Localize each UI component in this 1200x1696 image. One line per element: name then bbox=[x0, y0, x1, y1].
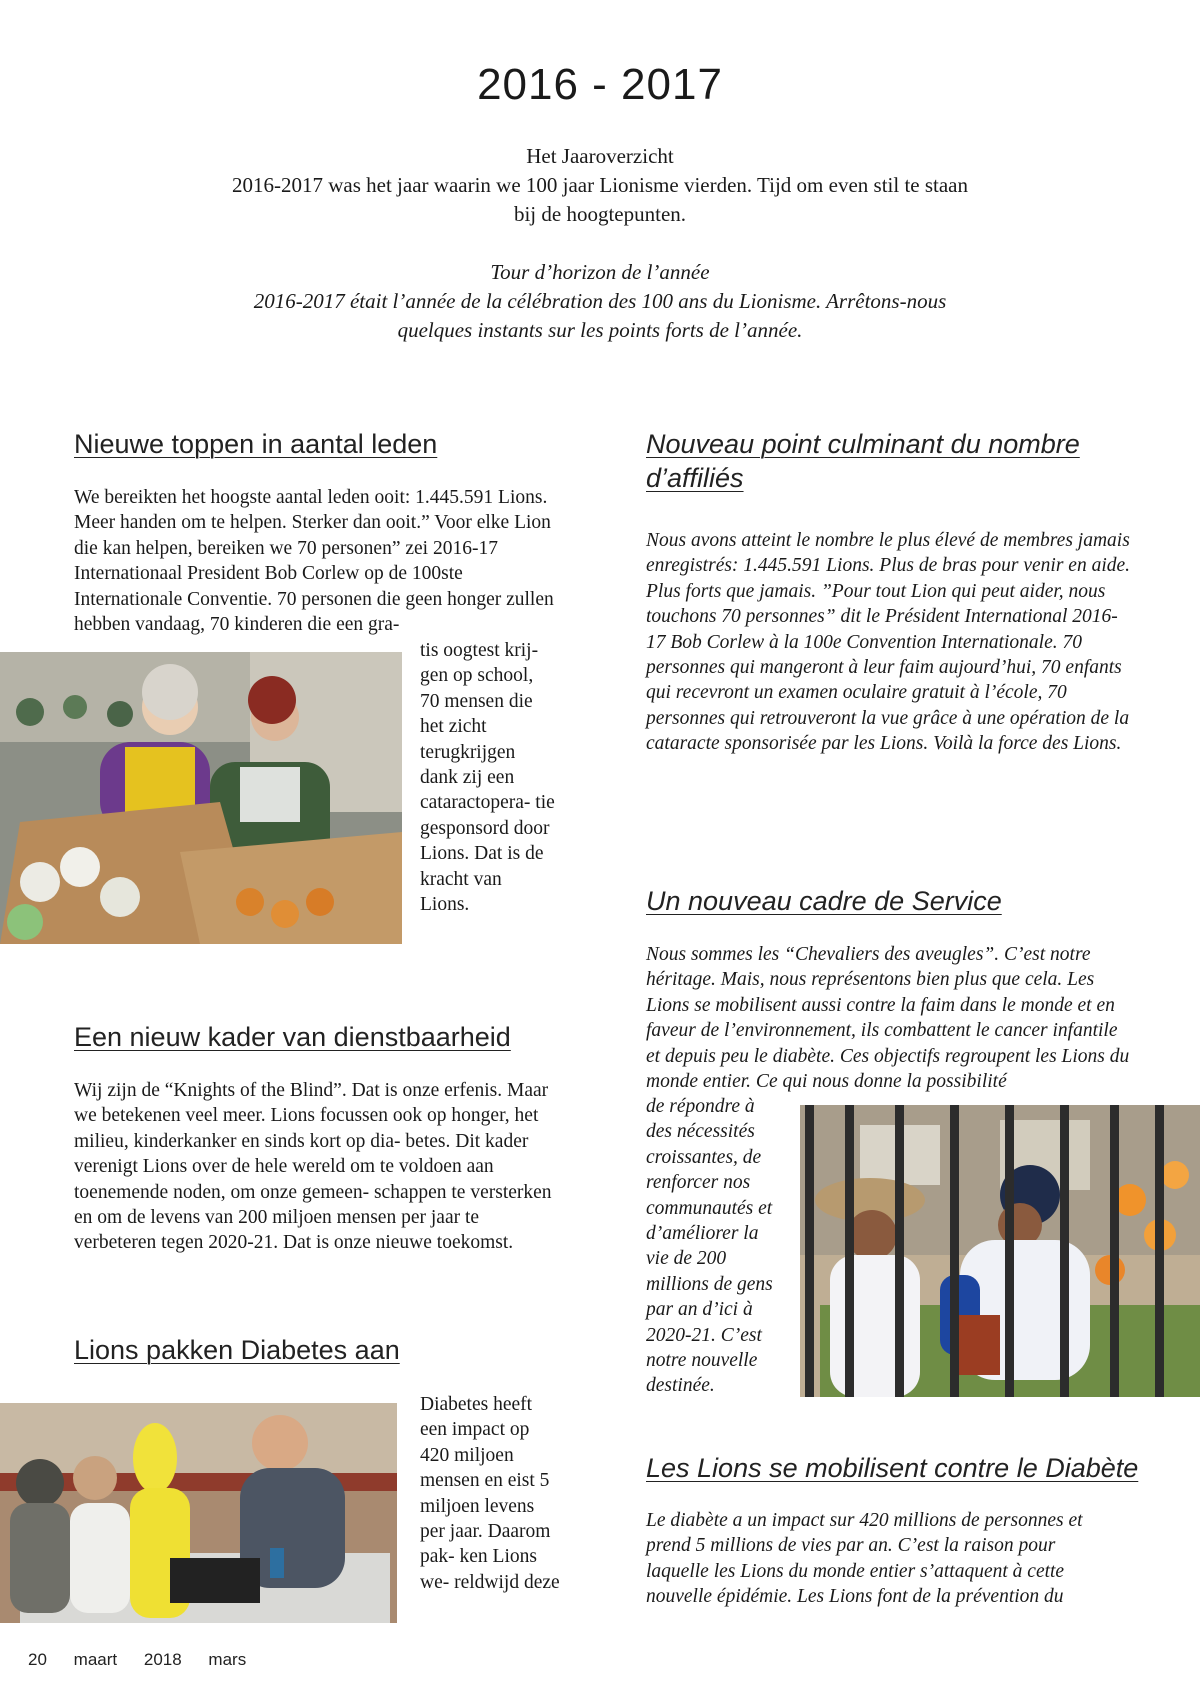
service-text-fr-side: de répondre à des nécessités croissantes, de renforcer nos communautés et d’améliorer la vie de 200 millions de gens par an d’ici à 2020-21. C’est notre nouvelle destinée. bbox=[646, 1096, 773, 1397]
members-text-nl-side: tis oogtest krij- gen op school, 70 mensen die het zicht terugkrijgen dank zij een cataractopera- tie gesponsord door Lions. Dat is de kracht van Lions. bbox=[420, 640, 555, 916]
food-packing-illustration bbox=[0, 652, 402, 944]
intro-dutch-text: 2016-2017 was het jaar waarin we 100 jaar Lionisme vierden. Tijd om even stil te staan bij de hoogtepunten. bbox=[232, 173, 968, 226]
diabetes-kids-illustration bbox=[0, 1403, 397, 1623]
diabetes-text-fr: Le diabète a un impact sur 420 millions de personnes et prend 5 millions de vies par an. C’est la raison pour laquelle les Lions du monde entier s’attaquent à cette nouvelle épidémie. Les Lions font de la prévention du bbox=[646, 1510, 1083, 1608]
footer-month-fr: mars bbox=[208, 1650, 247, 1669]
service-text-fr: Nous sommes les “Chevaliers des aveugles”. C’est notre héritage. Mais, nous représentons bien plus que cela. Les Lions se mobilisent aussi contre la faim dans le monde et en faveur de l’environnement, ils combattent le cancer infantile et depuis peu le diabète. Ces objectifs regroupent les Lions du monde entier. Ce qui nous donne la possibilité bbox=[646, 944, 1130, 1093]
page-title: 2016 - 2017 bbox=[477, 60, 723, 109]
service-heading-fr: Un nouveau cadre de Service bbox=[646, 886, 1002, 916]
service-heading-nl: Een nieuw kader van dienstbaarheid bbox=[74, 1022, 511, 1052]
members-text-fr: Nous avons atteint le nombre le plus élevé de membres jamais enregistrés: 1.445.591 Lions. Plus de bras pour venir en aide. Plus forts que jamais. ”Pour tout Lion qui peut aider, nous touchons 70 personnes” dit le Président International 2016-17 Bob Corlew à la 100e Convention Internationale. 70 personnes qui mangeront à leur faim aujourd’hui, 70 enfants qui recevront un examen oculaire gratuit à l’école, 70 personnes qui retrouveront la vue grâce à une opération de la cataracte sponsorisée par les Lions. Voilà la force des Lions. bbox=[646, 530, 1131, 755]
members-heading-nl: Nieuwe toppen in aantal leden bbox=[74, 429, 438, 459]
members-text-nl: We bereikten het hoogste aantal leden ooit: 1.445.591 Lions. Meer handen om te helpen. Sterker dan ooit.” Voor elke Lion die kan helpen, bereiken we 70 personen” zei 2016-17 Internationaal President Bob Corlew op de 100ste Internationale Conventie. 70 personen die geen honger zullen hebben vandaag, 70 kinderen die een gra- bbox=[74, 487, 554, 636]
intro-french bbox=[220, 258, 980, 345]
footer-year: 2018 bbox=[143, 1650, 182, 1669]
intro-french-title: Tour d’horizon de l’année bbox=[490, 260, 710, 284]
diabetes-heading-nl: Lions pakken Diabetes aan bbox=[74, 1335, 400, 1365]
food-packing-photo bbox=[0, 652, 402, 944]
page-footer bbox=[28, 1650, 268, 1670]
gardening-illustration bbox=[800, 1105, 1200, 1397]
intro-dutch-title: Het Jaaroverzicht bbox=[526, 144, 674, 168]
intro-dutch bbox=[220, 142, 980, 229]
gardening-photo bbox=[800, 1105, 1200, 1397]
page-number: 20 bbox=[28, 1650, 47, 1669]
service-text-nl: Wij zijn de “Knights of the Blind”. Dat is onze erfenis. Maar we betekenen veel meer. Lions focussen ook op honger, het milieu, kinderkanker en sinds kort op dia- betes. Dit kader verenigt Lions over de hele wereld om te voldoen aan toenemende noden, om onze gemeen- schappen te versterken en om de levens van 200 miljoen mensen per jaar te verbeteren tegen 2020-21. Dat is onze nieuwe toekomst. bbox=[74, 1080, 552, 1254]
diabetes-heading-fr: Les Lions se mobilisent contre le Diabète bbox=[646, 1453, 1139, 1483]
diabetes-text-nl: Diabetes heeft een impact op 420 miljoen mensen en eist 5 miljoen levens per jaar. Daarom pak- ken Lions we- reldwijd deze bbox=[420, 1394, 560, 1593]
members-heading-fr: Nouveau point culminant du nombre d’affiliés bbox=[646, 429, 1080, 493]
footer-month-nl: maart bbox=[73, 1650, 118, 1669]
intro-french-text: 2016-2017 était l’année de la célébration des 100 ans du Lionisme. Arrêtons-nous quelques instants sur les points forts de l’année. bbox=[253, 289, 947, 342]
diabetes-kids-photo bbox=[0, 1403, 397, 1623]
